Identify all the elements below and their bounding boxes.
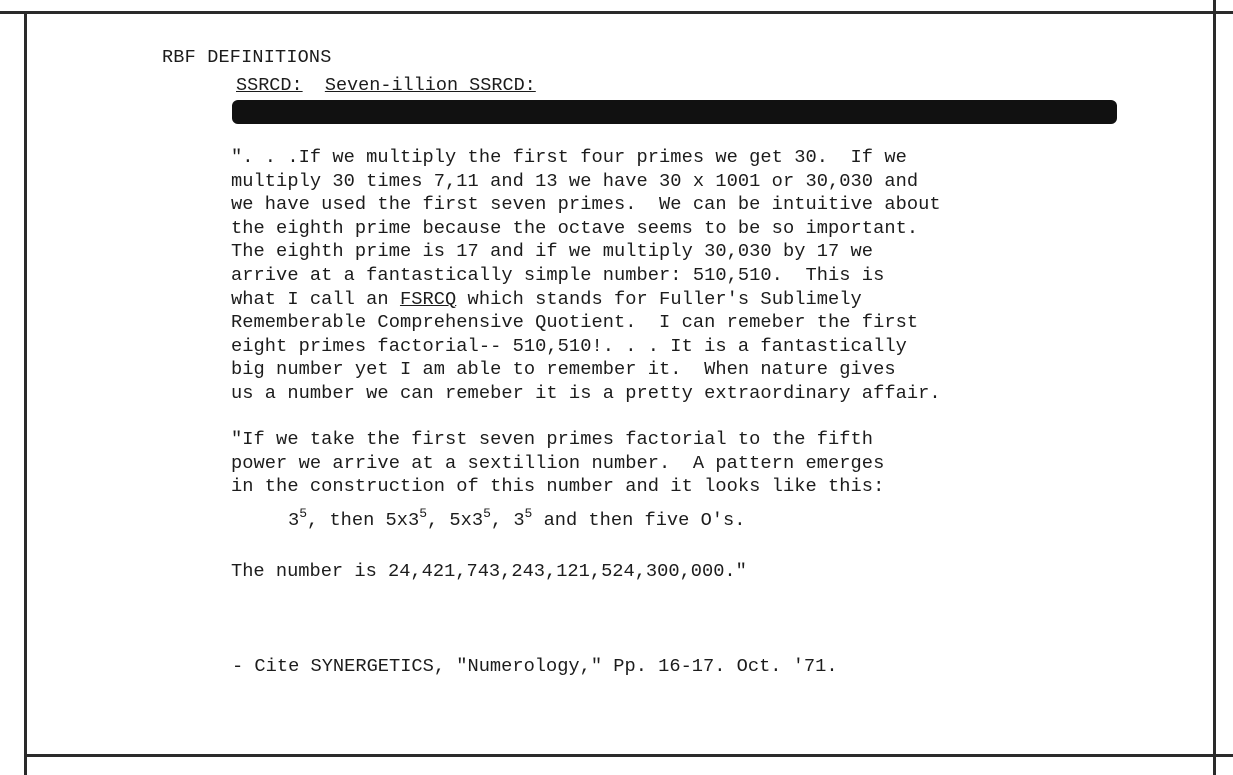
pattern-line	[288, 506, 745, 531]
redaction-bar	[232, 100, 1117, 124]
quote-line: eight primes factorial-- 510,510!. . . It is a fantastically	[231, 334, 907, 357]
pattern-text: , 5x3	[427, 509, 484, 531]
quote-paragraph-1	[231, 146, 941, 406]
fsrcq-term: FSRCQ	[399, 287, 457, 310]
card-title: RBF DEFINITIONS	[162, 47, 332, 68]
pattern-base: 3	[288, 509, 300, 531]
quote-line: big number yet I am able to remember it. When nature gives	[231, 358, 896, 381]
subheader-term-2: Seven-illion SSRCD:	[324, 75, 536, 96]
quote-line: multiply 30 times 7,11 and 13 we have 30 x 1001 or 30,030 and	[231, 169, 919, 192]
left-border	[24, 11, 27, 775]
bottom-border	[24, 754, 1233, 757]
pattern-text: , then 5x3	[307, 509, 420, 531]
pattern-exponent: 5	[299, 506, 308, 521]
quote-line: ". . .If we multiply the first four primes we get 30. If we	[231, 146, 907, 168]
quote-line: arrive at a fantastically simple number: 510,510. This is	[231, 263, 885, 286]
card-subheader	[236, 75, 536, 96]
quote-line: in the construction of this number and it looks like this:	[231, 475, 885, 498]
quote-line: "If we take the first seven primes factorial to the fifth	[231, 428, 874, 450]
quote-line: The eighth prime is 17 and if we multiply 30,030 by 17 we	[231, 240, 874, 263]
quote-paragraph-2	[231, 428, 884, 499]
pattern-text: and then five O's.	[532, 509, 746, 531]
quote-line: which stands for Fuller's Sublimely	[456, 287, 862, 310]
sextillion-number: The number is 24,421,743,243,121,524,300,000."	[231, 560, 747, 582]
subheader-term: SSRCD:	[236, 75, 303, 96]
quote-line: us a number we can remeber it is a pretty extraordinary affair.	[231, 381, 941, 404]
quote-line: the eighth prime because the octave seems to be so important.	[231, 216, 919, 239]
top-border	[0, 11, 1233, 14]
quote-line: power we arrive at a sextillion number. A pattern emerges	[231, 451, 885, 474]
quote-line: we have used the first seven primes. We can be intuitive about	[231, 193, 941, 216]
right-border	[1213, 0, 1216, 775]
quote-line: Rememberable Comprehensive Quotient. I can remeber the first	[231, 311, 919, 334]
pattern-exponent: 5	[419, 506, 427, 521]
pattern-exponent: 5	[524, 506, 533, 521]
pattern-text: , 3	[490, 509, 525, 531]
quote-line: what I call an	[231, 287, 400, 310]
citation: - Cite SYNERGETICS, "Numerology," Pp. 16-17. Oct. '71.	[232, 655, 838, 677]
pattern-exponent: 5	[483, 506, 491, 521]
